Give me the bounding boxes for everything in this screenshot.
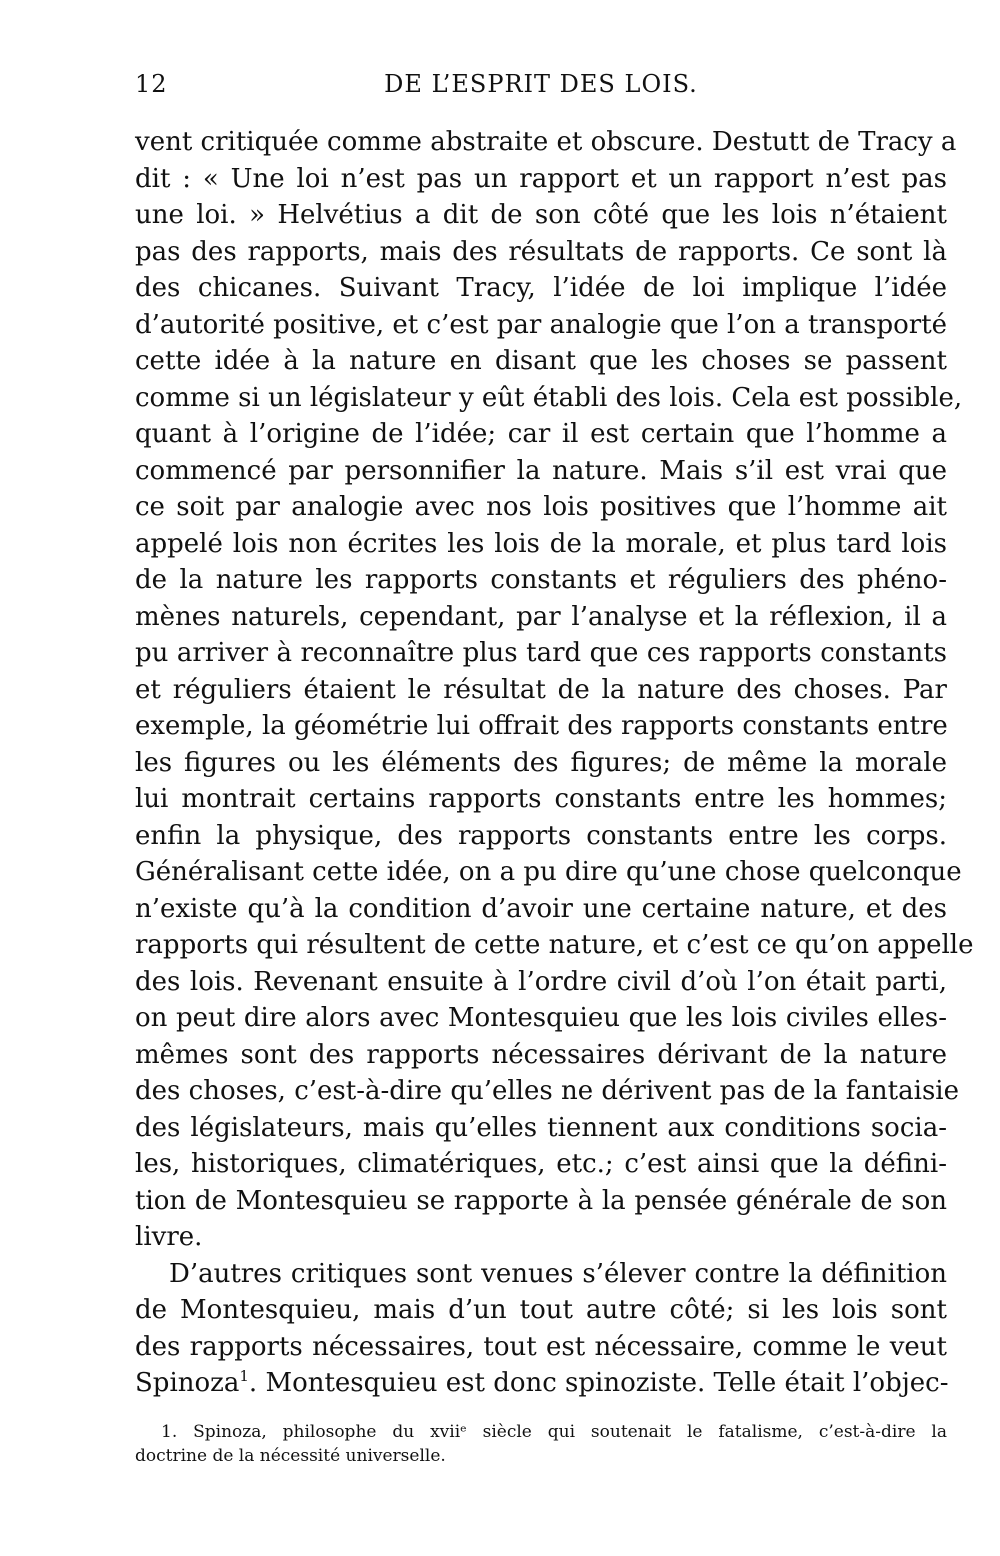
text-line: les, historiques, climatériques, etc.; c’est ainsi que la défini- <box>135 1149 947 1179</box>
footnote-reference[interactable]: 1 <box>239 1367 249 1385</box>
text-line: des chicanes. Suivant Tracy, l’idée de loi implique l’idée <box>135 273 947 303</box>
text-line <box>135 1365 947 1402</box>
text-line: dit : « Une loi n’est pas un rapport et un rapport n’est pas <box>135 163 947 194</box>
text-line: exemple, la géométrie lui offrait des rapports constants entre <box>135 711 948 741</box>
text-line: quant à l’origine de l’idée; car il est certain que l’homme a <box>135 419 947 449</box>
text-line: pu arriver à reconnaître plus tard que ces rapports constants <box>135 638 947 668</box>
text-line: les figures ou les éléments des figures; de même la morale <box>135 747 947 778</box>
text-line: Généralisant cette idée, on a pu dire qu’une chose quelconque <box>135 857 962 887</box>
footnote-line: doctrine de la nécessité universelle. <box>135 1446 446 1466</box>
text-line: vent critiquée comme abstraite et obscure. Destutt de Tracy a <box>135 127 957 157</box>
page-number: 12 <box>135 70 168 98</box>
text-line: de la nature les rapports constants et réguliers des phéno- <box>135 565 947 595</box>
text-fragment: . Montesquieu est donc spinoziste. Telle était l’objec- <box>248 1368 949 1398</box>
text-line: des choses, c’est-à-dire qu’elles ne dérivent pas de la fantaisie <box>135 1076 959 1106</box>
footnote <box>135 1420 947 1468</box>
text-line: on peut dire alors avec Montesquieu que les lois civiles elles- <box>135 1003 947 1033</box>
text-line: enfin la physique, des rapports constants entre les corps. <box>135 820 947 851</box>
text-line: et réguliers étaient le résultat de la nature des choses. Par <box>135 674 947 705</box>
text-line: des rapports nécessaires, tout est nécessaire, comme le veut <box>135 1331 947 1362</box>
text-line: mêmes sont des rapports nécessaires dérivant de la nature <box>135 1039 947 1070</box>
paragraph-start-line: D’autres critiques sont venues s’élever contre la définition <box>169 1258 947 1289</box>
text-line: tion de Montesquieu se rapporte à la pensée générale de son <box>135 1185 947 1216</box>
footnote-line: 1. Spinoza, philosophe du xviiᵉ siècle qui soutenait le fatalisme, c’est-à-dire la <box>161 1422 947 1442</box>
text-line: pas des rapports, mais des résultats de rapports. Ce sont là <box>135 236 947 267</box>
text-line: comme si un législateur y eût établi des lois. Cela est possible, <box>135 382 963 413</box>
main-text <box>135 124 974 1402</box>
text-line: d’autorité positive, et c’est par analogie que l’on a transporté <box>135 309 948 340</box>
text-line: ce soit par analogie avec nos lois positives que l’homme ait <box>135 492 947 522</box>
text-line: livre. <box>135 1222 203 1252</box>
text-line: appelé lois non écrites les lois de la morale, et plus tard lois <box>135 528 947 559</box>
running-title: DE L’ESPRIT DES LOIS. <box>384 70 698 98</box>
page-header <box>135 70 947 110</box>
text-line: des législateurs, mais qu’elles tiennent aux conditions socia- <box>135 1112 947 1143</box>
text-line: de Montesquieu, mais d’un tout autre côté; si les lois sont <box>135 1295 947 1325</box>
text-line: rapports qui résultent de cette nature, et c’est ce qu’on appelle <box>135 930 974 960</box>
text-fragment: Spinoza <box>135 1368 240 1398</box>
text-line: n’existe qu’à la condition d’avoir une certaine nature, et des <box>135 893 947 924</box>
text-line: commencé par personnifier la nature. Mais s’il est vrai que <box>135 455 947 486</box>
text-line: cette idée à la nature en disant que les choses se passent <box>135 346 947 376</box>
text-line: mènes naturels, cependant, par l’analyse et la réflexion, il a <box>135 601 947 632</box>
text-line: une loi. » Helvétius a dit de son côté que les lois n’étaient <box>135 200 947 230</box>
text-line: des lois. Revenant ensuite à l’ordre civil d’où l’on était parti, <box>135 966 947 997</box>
text-line: lui montrait certains rapports constants entre les hommes; <box>135 784 947 814</box>
